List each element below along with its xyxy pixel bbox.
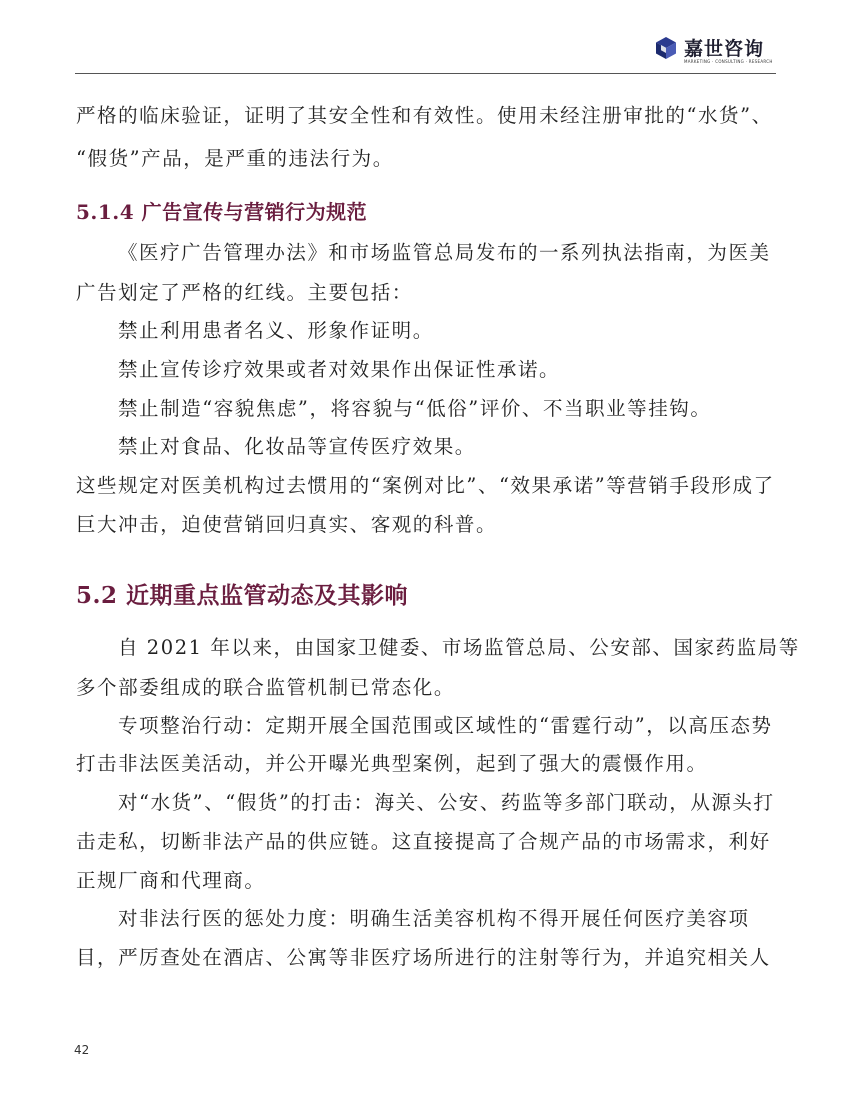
section-52-para3-line-3: 正规厂商和代理商。 [76,869,266,892]
section-52-para1-line-1: 自 2021 年以来，由国家卫健委、市场监管总局、公安部、国家药监局等 [118,636,800,659]
rule-item-4: 禁止对食品、化妆品等宣传医疗效果。 [118,435,476,458]
section-52-para2-line-2: 打击非法医美活动，并公开曝光典型案例，起到了强大的震慑作用。 [76,752,708,775]
brand-name: 嘉世咨询 [684,38,765,60]
section-52-para4-line-1: 对非法行医的惩处力度：明确生活美容机构不得开展任何医疗美容项 [118,907,750,930]
header-divider [75,73,776,74]
intro-line-1: 严格的临床验证，证明了其安全性和有效性。使用未经注册审批的“水货”、 [76,104,773,127]
section-heading-5-2: 5.2 近期重点监管动态及其影响 [76,582,409,609]
section-514-closing-line-2: 巨大冲击，迫使营销回归真实、客观的科普。 [76,513,498,536]
section-heading-5-1-4: 5.1.4 广告宣传与营销行为规范 [76,200,368,224]
brand-tagline: MARKETING · CONSULTING · RESEARCH [684,59,773,64]
intro-line-2: “假货”产品，是严重的违法行为。 [76,147,394,170]
section-514-para-line-2: 广告划定了严格的红线。主要包括： [76,281,413,304]
cube-logo-icon [654,36,678,60]
section-52-para1-line-2: 多个部委组成的联合监管机制已常态化。 [76,676,455,699]
section-514-para-line-1: 《医疗广告管理办法》和市场监管总局发布的一系列执法指南，为医美 [118,241,771,264]
rule-item-1: 禁止利用患者名义、形象作证明。 [118,319,434,342]
section-52-para4-line-2: 目，严厉查处在酒店、公寓等非医疗场所进行的注射等行为，并追究相关人 [76,946,771,969]
header-logo [654,34,784,70]
rule-item-2: 禁止宣传诊疗效果或者对效果作出保证性承诺。 [118,358,561,381]
section-52-para2-line-1: 专项整治行动：定期开展全国范围或区域性的“雷霆行动”，以高压态势 [118,714,773,737]
page-number: 42 [74,1043,90,1057]
section-52-para3-line-2: 击走私，切断非法产品的供应链。这直接提高了合规产品的市场需求，利好 [76,830,771,853]
section-514-closing-line-1: 这些规定对医美机构过去惯用的“案例对比”、“效果承诺”等营销手段形成了 [76,474,775,497]
section-52-para3-line-1: 对“水货”、“假货”的打击：海关、公安、药监等多部门联动，从源头打 [118,791,775,814]
rule-item-3: 禁止制造“容貌焦虑”，将容貌与“低俗”评价、不当职业等挂钩。 [118,397,712,420]
